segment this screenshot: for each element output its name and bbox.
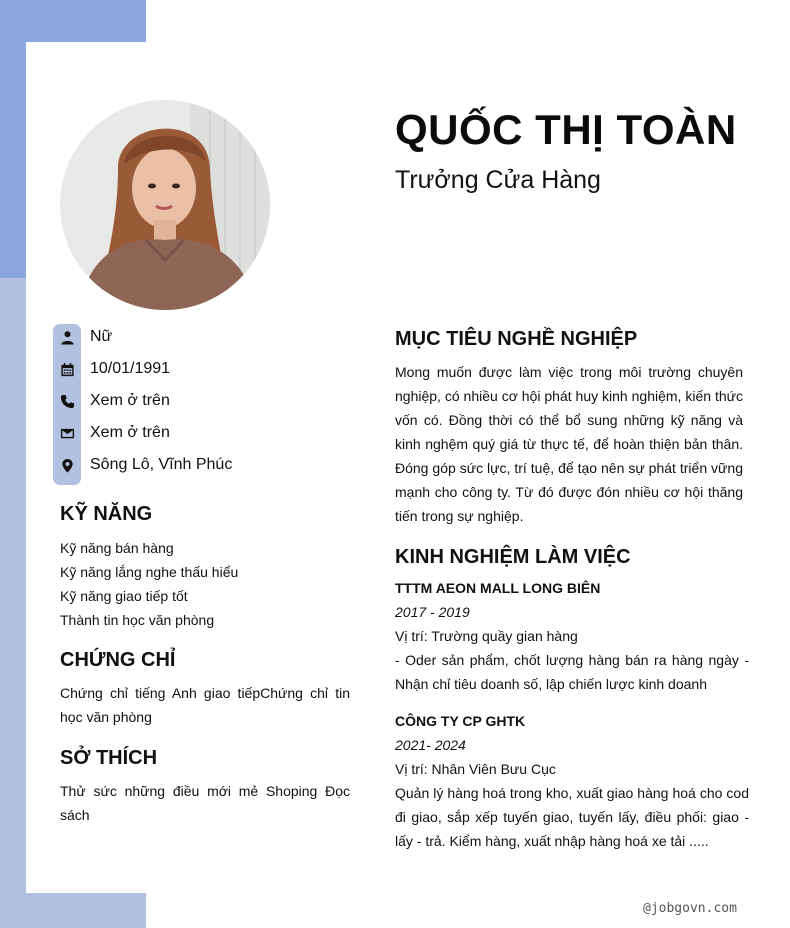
experience-heading: KINH NGHIỆM LÀM VIỆC [395,546,631,568]
hobbies-text: Thử sức những điều mới mẻ Shoping Đọc sách [60,783,350,823]
skills-heading: KỸ NĂNG [60,503,153,525]
full-name: QUỐC THỊ TOÀN [395,106,737,153]
phone-icon [53,394,81,409]
job-description: - Oder sản phẩm, chốt lượng hàng bán ra hàng ngày - Nhận chỉ tiêu doanh số, lập chiến lược kinh doanh [395,652,749,692]
job-description: Quản lý hàng hoá trong kho, xuất giao hàng hoá cho cod đi giao, sắp xếp tuyến giao, tuyến lấy, điều phối: giao - lấy - trả. Kiểm hàng, xuất nhập hàng hoá xe tải ..... [395,785,749,849]
contact-text: 10/01/1991 [90,360,171,377]
list-item: Kỹ năng lắng nghe thấu hiểu [60,564,239,580]
contact-text: Nữ [90,328,113,345]
job-period: 2017 - 2019 [395,604,470,620]
job-position: Vị trí: Trường quầy gian hàng [395,628,578,644]
contact-text: Sông Lô, Vĩnh Phúc [90,456,233,473]
company-name: TTTM AEON MALL LONG BIÊN [395,580,601,596]
certificates-text: Chứng chỉ tiếng Anh giao tiếpChứng chỉ tin học văn phòng [60,685,350,725]
job-title: Trưởng Cửa Hàng [395,166,601,194]
person-icon [53,330,81,345]
company-name: CÔNG TY CP GHTK [395,713,526,729]
mail-icon [53,426,81,441]
contact-email [53,421,353,445]
calendar-icon [53,362,81,377]
contact-gender [53,325,353,349]
objective-heading: MỤC TIÊU NGHỀ NGHIỆP [395,328,638,350]
hobbies-heading: SỞ THÍCH [60,747,158,769]
contact-birthdate [53,357,353,381]
profile-photo [60,100,270,310]
skills-list [60,536,238,632]
list-item: Kỹ năng giao tiếp tốt [60,588,188,604]
list-item: Thành tin học văn phòng [60,612,215,628]
experience-item [395,709,749,853]
job-period: 2021- 2024 [395,737,466,753]
objective-text: Mong muốn được làm việc trong môi trường chuyên nghiệp, có nhiều cơ hội phát huy kinh nghiệm, kiến thức vốn có. Đồng thời có thể bổ sung những kỹ năng và kinh nghệm quý giá từ thực tế, để hoàn thiện bản thân. Đóng góp sức lực, trí tuệ, để tạo nên sự phát triển vững mạnh cho công ty. Từ đó được đón nhiều cơ hội thăng tiến trong sự nghiệp. [395,364,743,524]
list-item: Kỹ năng bán hàng [60,540,174,556]
location-pin-icon [53,458,81,473]
contact-text: Xem ở trên [90,424,170,441]
contact-address [53,453,353,477]
watermark: @jobgovn.com [643,901,737,916]
certificates-heading: CHỨNG CHỈ [60,649,176,671]
contact-text: Xem ở trên [90,392,170,409]
experience-item [395,576,749,696]
job-position: Vị trí: Nhân Viên Bưu Cục [395,761,556,777]
contact-phone [53,389,353,413]
